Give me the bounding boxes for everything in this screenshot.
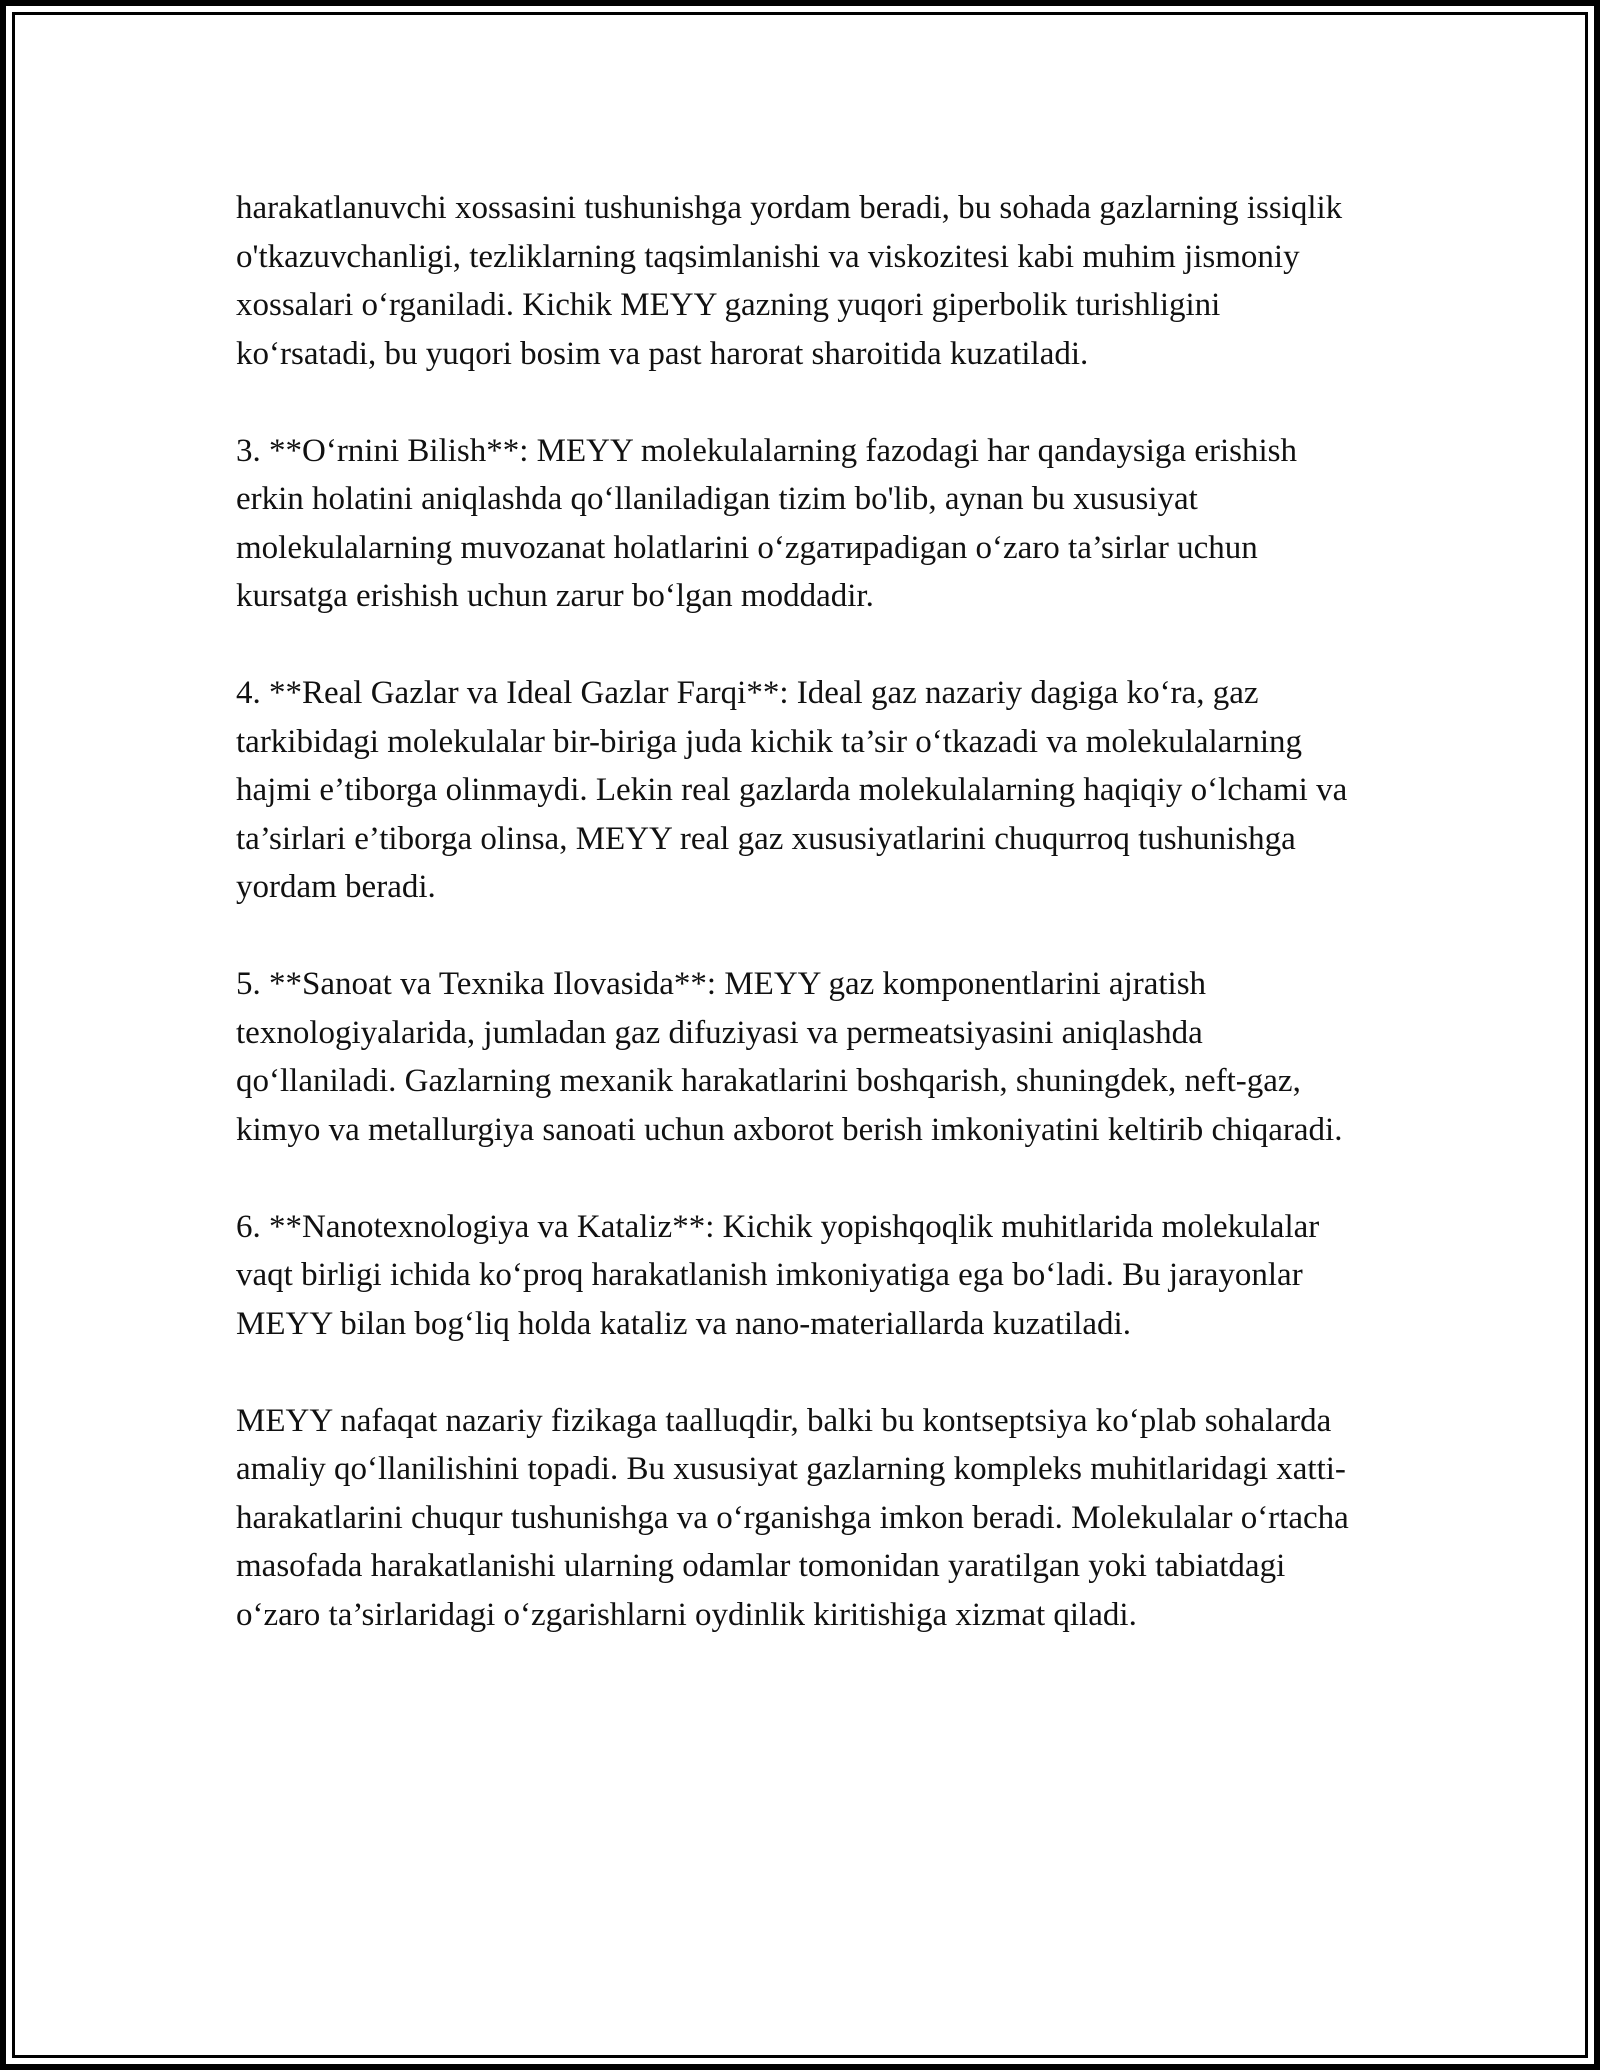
paragraph-continuation: harakatlanuvchi xossasini tushunishga yordam beradi, bu sohada gazlarning issiqlik o'tkazuvchanligi, tezliklarning taqsimlanishi va viskozitesi kabi muhim jismoniy xossalari o‘rganiladi. Kichik MEYY gazning yuqori giperbolik turishligini ko‘rsatadi, bu yuqori bosim va past harorat sharoitida kuzatiladi. bbox=[236, 190, 1343, 372]
paragraph-conclusion: MEYY nafaqat nazariy fizikaga taalluqdir, balki bu kontseptsiya ko‘plab sohalarda amaliy qo‘llanilishini topadi. Bu xususiyat gazlarning kompleks muhitlaridagi xatti-harakatlarini chuqur tushunishga va o‘rganishga imkon beradi. Molekulalar o‘rtacha masofada harakatlanishi ularning odamlar tomonidan yaratilgan yoki tabiatdagi o‘zaro ta’sirlaridagi o‘zgarishlarni oydinlik kiritishiga xizmat qiladi. bbox=[236, 1402, 1349, 1633]
paragraph-item-6: 6. **Nanotexnologiya va Kataliz**: Kichik yopishqoqlik muhitlarida molekulalar vaqt birligi ichida ko‘proq harakatlanish imkoniyatiga ega bo‘ladi. Bu jarayonlar MEYY bilan bog‘liq holda kataliz va nano-materiallarda kuzatiladi. bbox=[236, 1208, 1320, 1342]
paragraph-item-5: 5. **Sanoat va Texnika Ilovasida**: MEYY gaz komponentlarini ajratish texnologiyalarida, jumladan gaz difuziyasi va permeatsiyasini aniqlashda qo‘llaniladi. Gazlarning mexanik harakatlarini boshqarish, shuningdek, neft-gaz, kimyo va metallurgiya sanoati uchun axborot berish imkoniyatini keltirib chiqaradi. bbox=[236, 966, 1343, 1148]
paragraph-item-4: 4. **Real Gazlar va Ideal Gazlar Farqi**: Ideal gaz nazariy dagiga ko‘ra, gaz tarkibidagi molekulalar bir-biriga juda kichik ta’sir o‘tkazadi va molekulalarning hajmi e’tiborga olinmaydi. Lekin real gazlarda molekulalarning haqiqiy o‘lchami va ta’sirlari e’tiborga olinsa, MEYY real gaz xususiyatlarini chuqurroq tushunishga yordam beradi. bbox=[236, 675, 1348, 905]
paragraph-item-3: 3. **O‘rnini Bilish**: MEYY molekulalarning fazodagi har qandaysiga erishish erkin holatini aniqlashda qo‘llaniladigan tizim bo'lib, aynan bu xususiyat molekulalarning muvozanat holatlarini o‘zgaтирadigan o‘zaro ta’sirlar uchun kursatga erishish uchun zarur bo‘lgan moddadir. bbox=[236, 432, 1297, 614]
document-body bbox=[236, 184, 1364, 1639]
